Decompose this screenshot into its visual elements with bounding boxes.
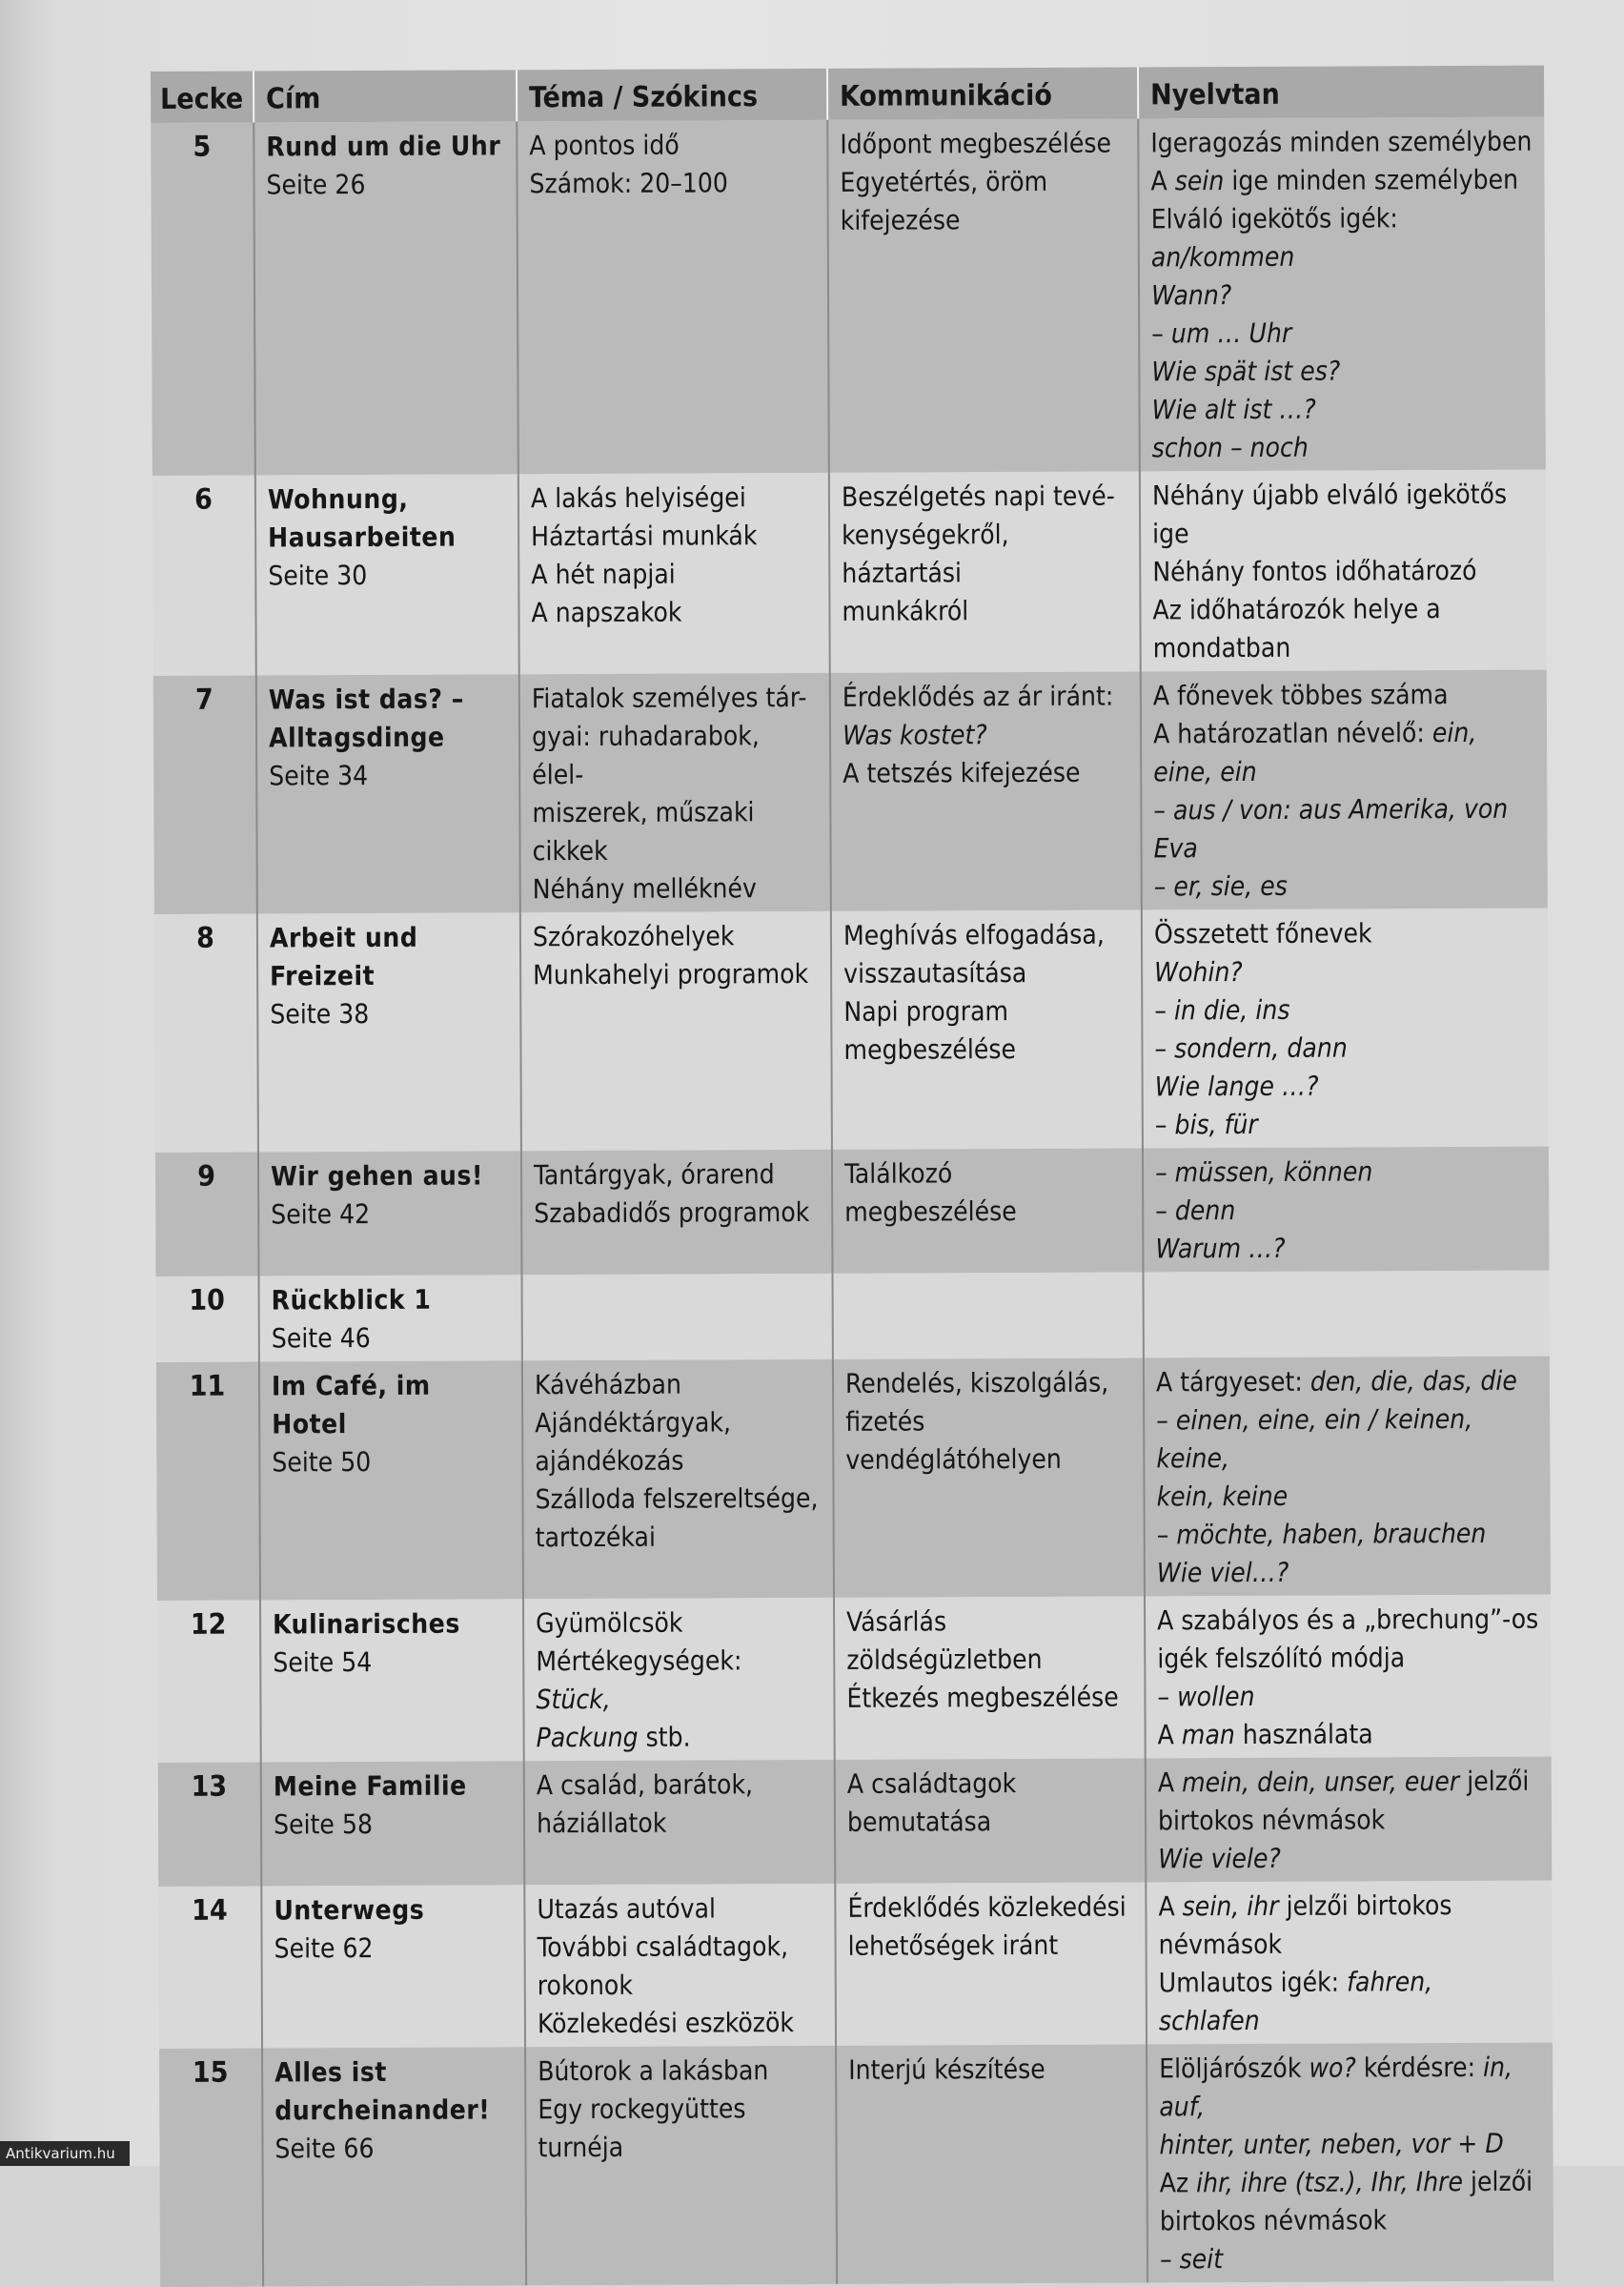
lesson-title-cell: [258, 1151, 522, 1276]
lesson-title: Wir gehen aus!: [270, 1159, 484, 1193]
topic-cell: [521, 1150, 833, 1275]
grammar-cell: [1144, 1357, 1551, 1597]
grammar-line: birtokos névmások: [1159, 2204, 1388, 2237]
topic-line: Bútorok a lakásban: [538, 2054, 769, 2088]
table-body: [151, 117, 1553, 2287]
lesson-page: Seite 34: [269, 760, 369, 792]
communication-line: munkákról: [842, 595, 969, 627]
topic-line: Kávéházban: [534, 1368, 681, 1401]
communication-line: Meghívás elfogadása,: [842, 918, 1105, 951]
topic-line: ajándékozás: [535, 1444, 684, 1478]
lesson-number: 10: [156, 1276, 259, 1362]
grammar-line: Wie spät ist es?: [1151, 355, 1341, 388]
topic-line: Néhány melléknév: [532, 872, 757, 906]
grammar-line: Wie alt ist …?: [1151, 393, 1316, 426]
topic-line: Mértékegységek: Stück,: [536, 1644, 742, 1716]
table-header-row: [151, 66, 1544, 123]
communication-line: A családtagok bemutatása: [846, 1767, 1017, 1838]
grammar-line: A sein, ihr jelzői birtokos: [1158, 1889, 1452, 1923]
topic-line: rokonok: [537, 1969, 633, 2002]
grammar-line: Wie viele?: [1158, 1842, 1281, 1875]
grammar-line: – einen, eine, ein / keinen, keine,: [1156, 1402, 1473, 1475]
lesson-number: 8: [154, 914, 258, 1153]
grammar-line: – möchte, haben, brauchen: [1156, 1517, 1487, 1551]
lesson-page: Seite 58: [273, 1808, 374, 1841]
grammar-line: Néhány újabb elváló igekötős ige: [1151, 478, 1508, 550]
topic-line: A család, barátok,: [536, 1768, 754, 1802]
lesson-title-cell: [257, 912, 521, 1152]
grammar-cell: [1145, 1595, 1552, 1759]
grammar-line: schon – noch: [1151, 431, 1309, 464]
grammar-line: Wie viel…?: [1156, 1556, 1289, 1589]
grammar-line: névmások: [1158, 1928, 1283, 1961]
topic-cell: [519, 673, 831, 912]
grammar-cell: [1146, 1881, 1553, 2045]
lesson-title: Unterwegs: [274, 1893, 425, 1927]
lesson-title: Hausarbeiten: [268, 521, 457, 554]
topic-line: Packung stb.: [536, 1721, 691, 1754]
lesson-page: Seite 38: [270, 998, 370, 1031]
communication-cell: [833, 1358, 1145, 1597]
grammar-line: Elváló igekötős igék:: [1150, 202, 1398, 235]
grammar-line: birtokos névmások: [1157, 1804, 1386, 1837]
grammar-line: igék felszólító módja: [1157, 1642, 1406, 1675]
communication-cell: [836, 2044, 1147, 2283]
topic-cell: [517, 120, 829, 474]
communication-line: Étkezés megbeszélése: [846, 1681, 1119, 1714]
lesson-title-cell: [256, 674, 520, 913]
communication-line: Interjú készítése: [848, 2052, 1045, 2086]
topic-line: Utazás autóval: [537, 1892, 717, 1926]
topic-line: Ajándéktárgyak,: [535, 1406, 732, 1440]
communication-line: kifejezése: [840, 204, 961, 236]
communication-cell: [835, 1758, 1147, 1883]
communication-cell: [832, 1148, 1144, 1273]
topic-line: gyai: ruhadarabok, élel-: [531, 720, 760, 791]
lesson-title-cell: [260, 1599, 524, 1762]
communication-line: A tetszés kifejezése: [842, 756, 1081, 789]
grammar-line: – er, sie, es: [1153, 869, 1288, 903]
topic-line: Közlekedési eszközök: [537, 2007, 795, 2040]
table-row: [158, 1881, 1553, 2049]
lesson-page: Seite 42: [271, 1198, 371, 1231]
topic-line: Gyümölcsök: [536, 1606, 683, 1640]
lesson-title: durcheinander!: [274, 2093, 491, 2127]
topic-line: Háztartási munkák: [531, 520, 758, 553]
lesson-title: Alles ist: [274, 2055, 388, 2089]
lesson-page: Seite 46: [271, 1322, 371, 1355]
lesson-title: Meine Familie: [273, 1769, 467, 1803]
topic-cell: [520, 911, 832, 1151]
lesson-title: Kulinarisches: [273, 1607, 460, 1641]
grammar-cell: [1141, 670, 1548, 910]
topic-line: Szabadidős programok: [534, 1195, 810, 1230]
grammar-line: Néhány fontos időhatározó: [1152, 554, 1477, 588]
topic-line: miszerek, műszaki cikkek: [532, 796, 755, 868]
lesson-title: Alltagsdinge: [268, 721, 445, 754]
communication-line: kenységekről, háztartási: [842, 519, 1009, 589]
table-row: [154, 909, 1549, 1153]
grammar-cell: [1143, 1147, 1550, 1273]
lesson-page: Seite 30: [268, 560, 368, 592]
communication-line: Beszélgetés napi tevé-: [841, 480, 1115, 513]
grammar-line: A határozatlan névelő: ein, eine, ein: [1152, 716, 1477, 788]
grammar-line: Az időhatározók helye a mondatban: [1152, 593, 1441, 664]
table-row: [155, 1147, 1550, 1276]
topic-line: A lakás helyiségei: [530, 481, 746, 515]
grammar-line: Wohin?: [1154, 956, 1243, 989]
grammar-line: A sein ige minden személyben: [1150, 163, 1519, 197]
grammar-cell: [1144, 1271, 1550, 1358]
contents-table: [151, 66, 1553, 2287]
grammar-line: A mein, dein, unser, euer jelzői: [1157, 1765, 1530, 1799]
grammar-line: Warum …?: [1155, 1232, 1286, 1265]
lesson-number: 5: [151, 123, 255, 476]
communication-line: Egyetértés, öröm: [840, 165, 1048, 198]
lesson-title-cell: [254, 121, 518, 475]
topic-cell: [522, 1274, 833, 1360]
communication-line: megbeszélése: [843, 1033, 1017, 1066]
grammar-line: – sondern, dann: [1154, 1031, 1348, 1065]
grammar-cell: [1140, 470, 1547, 672]
grammar-line: Elöljárószók wo? kérdésre: in, auf,: [1159, 2051, 1513, 2123]
header-kommunikacio: Kommunikáció: [827, 67, 1138, 119]
grammar-line: Igeragozás minden személyben: [1150, 125, 1533, 159]
lesson-number: 6: [152, 476, 256, 676]
communication-line: visszautasítása: [843, 956, 1027, 990]
grammar-line: – in die, ins: [1154, 993, 1290, 1027]
lesson-number: 7: [153, 676, 257, 914]
grammar-line: kein, keine: [1156, 1480, 1289, 1513]
topic-line: Szálloda felszereltsége,: [535, 1481, 819, 1516]
lesson-title: Rund um die Uhr: [266, 130, 501, 163]
communication-line: Érdeklődés közlekedési: [847, 1890, 1127, 1924]
communication-line: Rendelés, kiszolgálás,: [844, 1366, 1109, 1399]
grammar-cell: [1138, 117, 1546, 472]
lesson-number: 14: [158, 1887, 262, 2049]
lesson-title: Im Café, im Hotel: [271, 1369, 431, 1440]
topic-line: Munkahelyi programok: [533, 957, 809, 991]
lesson-title: Arbeit und Freizeit: [269, 921, 418, 992]
lesson-title: Was ist das? –: [268, 683, 464, 716]
topic-cell: [522, 1359, 834, 1599]
lesson-title-cell: [261, 1885, 525, 2048]
communication-line: fizetés vendéglátóhelyen: [845, 1405, 1062, 1476]
topic-line: tartozékai: [535, 1521, 656, 1554]
grammar-line: Az ihr, ihre (tsz.), Ihr, Ihre jelzői: [1159, 2165, 1533, 2199]
communication-line: Napi program: [843, 995, 1009, 1028]
topic-cell: [524, 1760, 836, 1885]
topic-line: háziállatok: [536, 1807, 667, 1840]
lesson-page: Seite 54: [273, 1646, 373, 1679]
lesson-page: Seite 26: [266, 169, 366, 201]
table-row: [157, 1595, 1552, 1763]
header-tema: Téma / Szókincs: [517, 69, 827, 121]
lesson-number: 9: [155, 1153, 259, 1276]
communication-line: Időpont megbeszélése: [840, 127, 1112, 160]
grammar-line: – denn: [1155, 1195, 1236, 1227]
grammar-line: Wann?: [1150, 279, 1232, 312]
communication-line: Érdeklődés az ár iránt:: [842, 680, 1114, 713]
header-cim: Cím: [254, 70, 517, 122]
communication-cell: [833, 1272, 1144, 1358]
grammar-cell: [1147, 2043, 1553, 2283]
topic-line: A pontos idő: [529, 129, 680, 162]
communication-line: Was kostet?: [842, 719, 987, 751]
grammar-line: A főnevek többes száma: [1152, 679, 1449, 712]
grammar-line: an/kommen: [1150, 240, 1295, 274]
lesson-page: Seite 66: [274, 2132, 375, 2165]
lesson-title-cell: [261, 1761, 525, 1886]
topic-line: Fiatalok személyes tár-: [531, 682, 807, 715]
grammar-line: Összetett főnevek: [1153, 917, 1372, 950]
watermark: Antikvarium.hu: [0, 2141, 130, 2166]
grammar-line: A szabályos és a „brechung”-os: [1157, 1603, 1539, 1637]
topic-line: Tantárgyak, órarend: [533, 1158, 775, 1192]
lesson-title-cell: [259, 1360, 523, 1600]
lesson-page: Seite 62: [274, 1932, 374, 1965]
grammar-line: – müssen, können: [1154, 1155, 1373, 1189]
topic-line: A hét napjai: [531, 558, 676, 591]
grammar-line: A tárgyeset: den, die, das, die: [1155, 1364, 1517, 1399]
grammar-line: hinter, unter, neben, vor + D: [1159, 2127, 1504, 2161]
communication-line: Vásárlás zöldségüzletben: [846, 1605, 1043, 1676]
table-row: [151, 117, 1546, 476]
communication-line: lehetőségek iránt: [847, 1929, 1059, 1962]
topic-line: Szórakozóhelyek: [532, 920, 735, 953]
grammar-line: – wollen: [1157, 1680, 1255, 1713]
grammar-line: – aus / von: aus Amerika, von Eva: [1153, 792, 1509, 865]
lesson-title-cell: [259, 1275, 522, 1361]
communication-cell: [829, 471, 1141, 672]
communication-line: Találkozó megbeszélése: [843, 1157, 1017, 1228]
lesson-number: 11: [156, 1362, 260, 1601]
lesson-page: Seite 50: [272, 1446, 372, 1479]
communication-cell: [831, 909, 1143, 1149]
lesson-title: Rückblick 1: [271, 1283, 432, 1317]
table-row: [158, 1757, 1553, 1887]
topic-line: A napszakok: [531, 596, 682, 629]
grammar-line: – bis, für: [1154, 1108, 1258, 1141]
topic-line: További családtagok,: [537, 1930, 789, 1964]
communication-cell: [835, 1882, 1147, 2045]
grammar-cell: [1146, 1757, 1553, 1883]
lesson-number: 15: [159, 2049, 263, 2287]
lesson-number: 13: [158, 1763, 262, 1887]
grammar-line: A man használata: [1157, 1718, 1373, 1751]
grammar-line: – um … Uhr: [1151, 317, 1292, 350]
lesson-title-cell: [255, 474, 519, 675]
topic-cell: [523, 1598, 835, 1761]
lesson-title-cell: [262, 2047, 526, 2286]
header-nyelvtan: Nyelvtan: [1138, 66, 1544, 119]
grammar-line: Wie lange …?: [1154, 1070, 1319, 1103]
table-row: [153, 670, 1548, 914]
topic-cell: [524, 1884, 836, 2047]
lesson-number: 12: [157, 1601, 261, 1763]
table-row: [152, 470, 1547, 676]
table-row: [156, 1271, 1550, 1362]
communication-cell: [834, 1596, 1146, 1759]
grammar-line: Umlautos igék: fahren, schlafen: [1158, 1966, 1433, 2037]
communication-cell: [827, 118, 1140, 472]
topic-cell: [518, 473, 830, 674]
grammar-line: – seit: [1159, 2243, 1224, 2276]
table-row: [156, 1357, 1551, 1601]
table-row: [159, 2043, 1553, 2287]
grammar-cell: [1142, 909, 1549, 1149]
topic-line: Számok: 20–100: [529, 167, 728, 200]
header-lecke: Lecke: [151, 71, 254, 123]
communication-cell: [830, 671, 1142, 910]
topic-line: Egy rockegyüttes turnéja: [538, 2093, 746, 2164]
lesson-title: Wohnung,: [267, 482, 409, 516]
